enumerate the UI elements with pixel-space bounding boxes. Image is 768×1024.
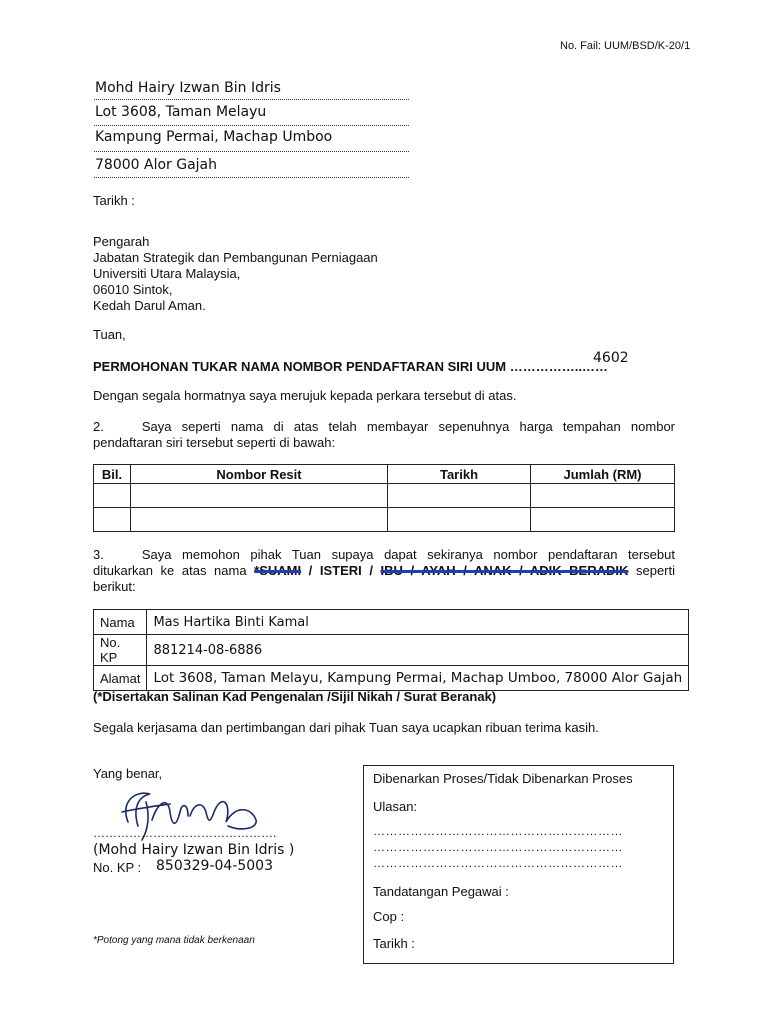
sign-off: Yang benar, [93, 766, 163, 781]
table-cell [388, 484, 531, 508]
sender-line: Mohd Hairy Izwan Bin Idris [95, 80, 281, 96]
paragraph-2 [93, 419, 675, 451]
paragraph-3-line: Saya memohon pihak Tuan supaya dapat sekiranya nombor pendaftaran tersebut [141, 547, 675, 562]
table-header: Nombor Resit [131, 465, 388, 484]
table-row [94, 666, 689, 691]
dotted-line [94, 125, 409, 126]
remarks-line: …………………………………………………… [373, 824, 623, 838]
signer-ic-value: 850329-04-5003 [156, 858, 273, 874]
recipient-line: Universiti Utara Malaysia, [93, 266, 241, 281]
remarks-line: …………………………………………………… [373, 856, 623, 870]
table-cell [388, 508, 531, 532]
table-cell [531, 508, 675, 532]
paragraph-2-text: Saya seperti nama di atas telah membayar sepenuhnya harga tempahan nombor pendaftaran siri tersebut seperti di bawah: [93, 419, 675, 450]
field-label: Nama [94, 610, 147, 635]
file-number: No. Fail: UUM/BSD/K-20/1 [560, 40, 691, 52]
recipient-address [93, 234, 378, 314]
signer-name: (Mohd Hairy Izwan Bin Idris ) [93, 842, 295, 858]
payment-table [93, 464, 675, 532]
table-cell [94, 508, 131, 532]
table-header: Tarikh [388, 465, 531, 484]
struck-option: *SUAMI [254, 563, 302, 578]
table-cell [531, 484, 675, 508]
recipient-line: 06010 Sintok, [93, 282, 173, 297]
table-header: Bil. [94, 465, 131, 484]
recipient-line: Jabatan Strategik dan Pembangunan Perniagaan [93, 250, 378, 265]
recipient-line: Pengarah [93, 234, 150, 249]
stamp-label: Cop : [373, 909, 405, 924]
field-label: No. KP [94, 635, 147, 666]
selected-option: / ISTERI / [301, 563, 381, 578]
paragraph-number: 3. [93, 547, 104, 562]
sender-line: Kampung Permai, Machap Umboo [95, 129, 333, 145]
paragraph-3-line: ditukarkan ke atas nama [93, 563, 255, 578]
paragraph-number: 2. [93, 419, 104, 434]
office-use-box [363, 765, 674, 964]
struck-option: IBU / AYAH / ANAK / ADIK BERADIK [380, 563, 629, 578]
footnote: *Potong yang mana tidak berkenaan [93, 935, 255, 946]
paragraph-3-line: berikut: [93, 579, 136, 594]
person-details-table [93, 609, 689, 691]
field-label: Alamat [94, 666, 147, 691]
sender-line: 78000 Alor Gajah [95, 157, 217, 173]
salutation: Tuan, [93, 327, 126, 342]
table-cell [131, 484, 388, 508]
paragraph-1: Dengan segala hormatnya saya merujuk kepada perkara tersebut di atas. [93, 388, 517, 403]
remarks-label: Ulasan: [373, 799, 418, 814]
recipient-line: Kedah Darul Aman. [93, 298, 206, 313]
paragraph-3 [93, 547, 675, 595]
table-header: Jumlah (RM) [531, 465, 675, 484]
sender-line: Lot 3608, Taman Melayu [95, 104, 267, 120]
dotted-line [94, 177, 409, 178]
signature-dotted-line: ………………………………………. [93, 826, 277, 840]
signer-ic-label: No. KP : [93, 860, 142, 875]
subject-number: 4602 [593, 350, 629, 366]
field-value: Mas Hartika Binti Kamal [147, 610, 689, 635]
dotted-line [94, 151, 409, 152]
officer-signature-label: Tandatangan Pegawai : [373, 884, 509, 899]
remarks-line: …………………………………………………… [373, 840, 623, 854]
table-row [94, 610, 689, 635]
field-value: Lot 3608, Taman Melayu, Kampung Permai, Machap Umboo, 78000 Alor Gajah [147, 666, 689, 691]
office-date-label: Tarikh : [373, 936, 415, 951]
paragraph-3-line: seperti [628, 563, 676, 578]
table-cell [131, 508, 388, 532]
table-row [94, 508, 675, 532]
subject-heading: PERMOHONAN TUKAR NAMA NOMBOR PENDAFTARAN SIRI UUM ……………..…… [93, 359, 608, 374]
approval-status: Dibenarkan Proses/Tidak Dibenarkan Proses [373, 771, 633, 786]
table-row [94, 635, 689, 666]
dotted-line [94, 99, 409, 100]
date-label: Tarikh : [93, 193, 135, 208]
attachment-note: (*Disertakan Salinan Kad Pengenalan /Sijil Nikah / Surat Beranak) [93, 689, 497, 704]
table-row [94, 484, 675, 508]
field-value: 881214-08-6886 [147, 635, 689, 666]
table-cell [94, 484, 131, 508]
closing-paragraph: Segala kerjasama dan pertimbangan dari pihak Tuan saya ucapkan ribuan terima kasih. [93, 720, 599, 735]
